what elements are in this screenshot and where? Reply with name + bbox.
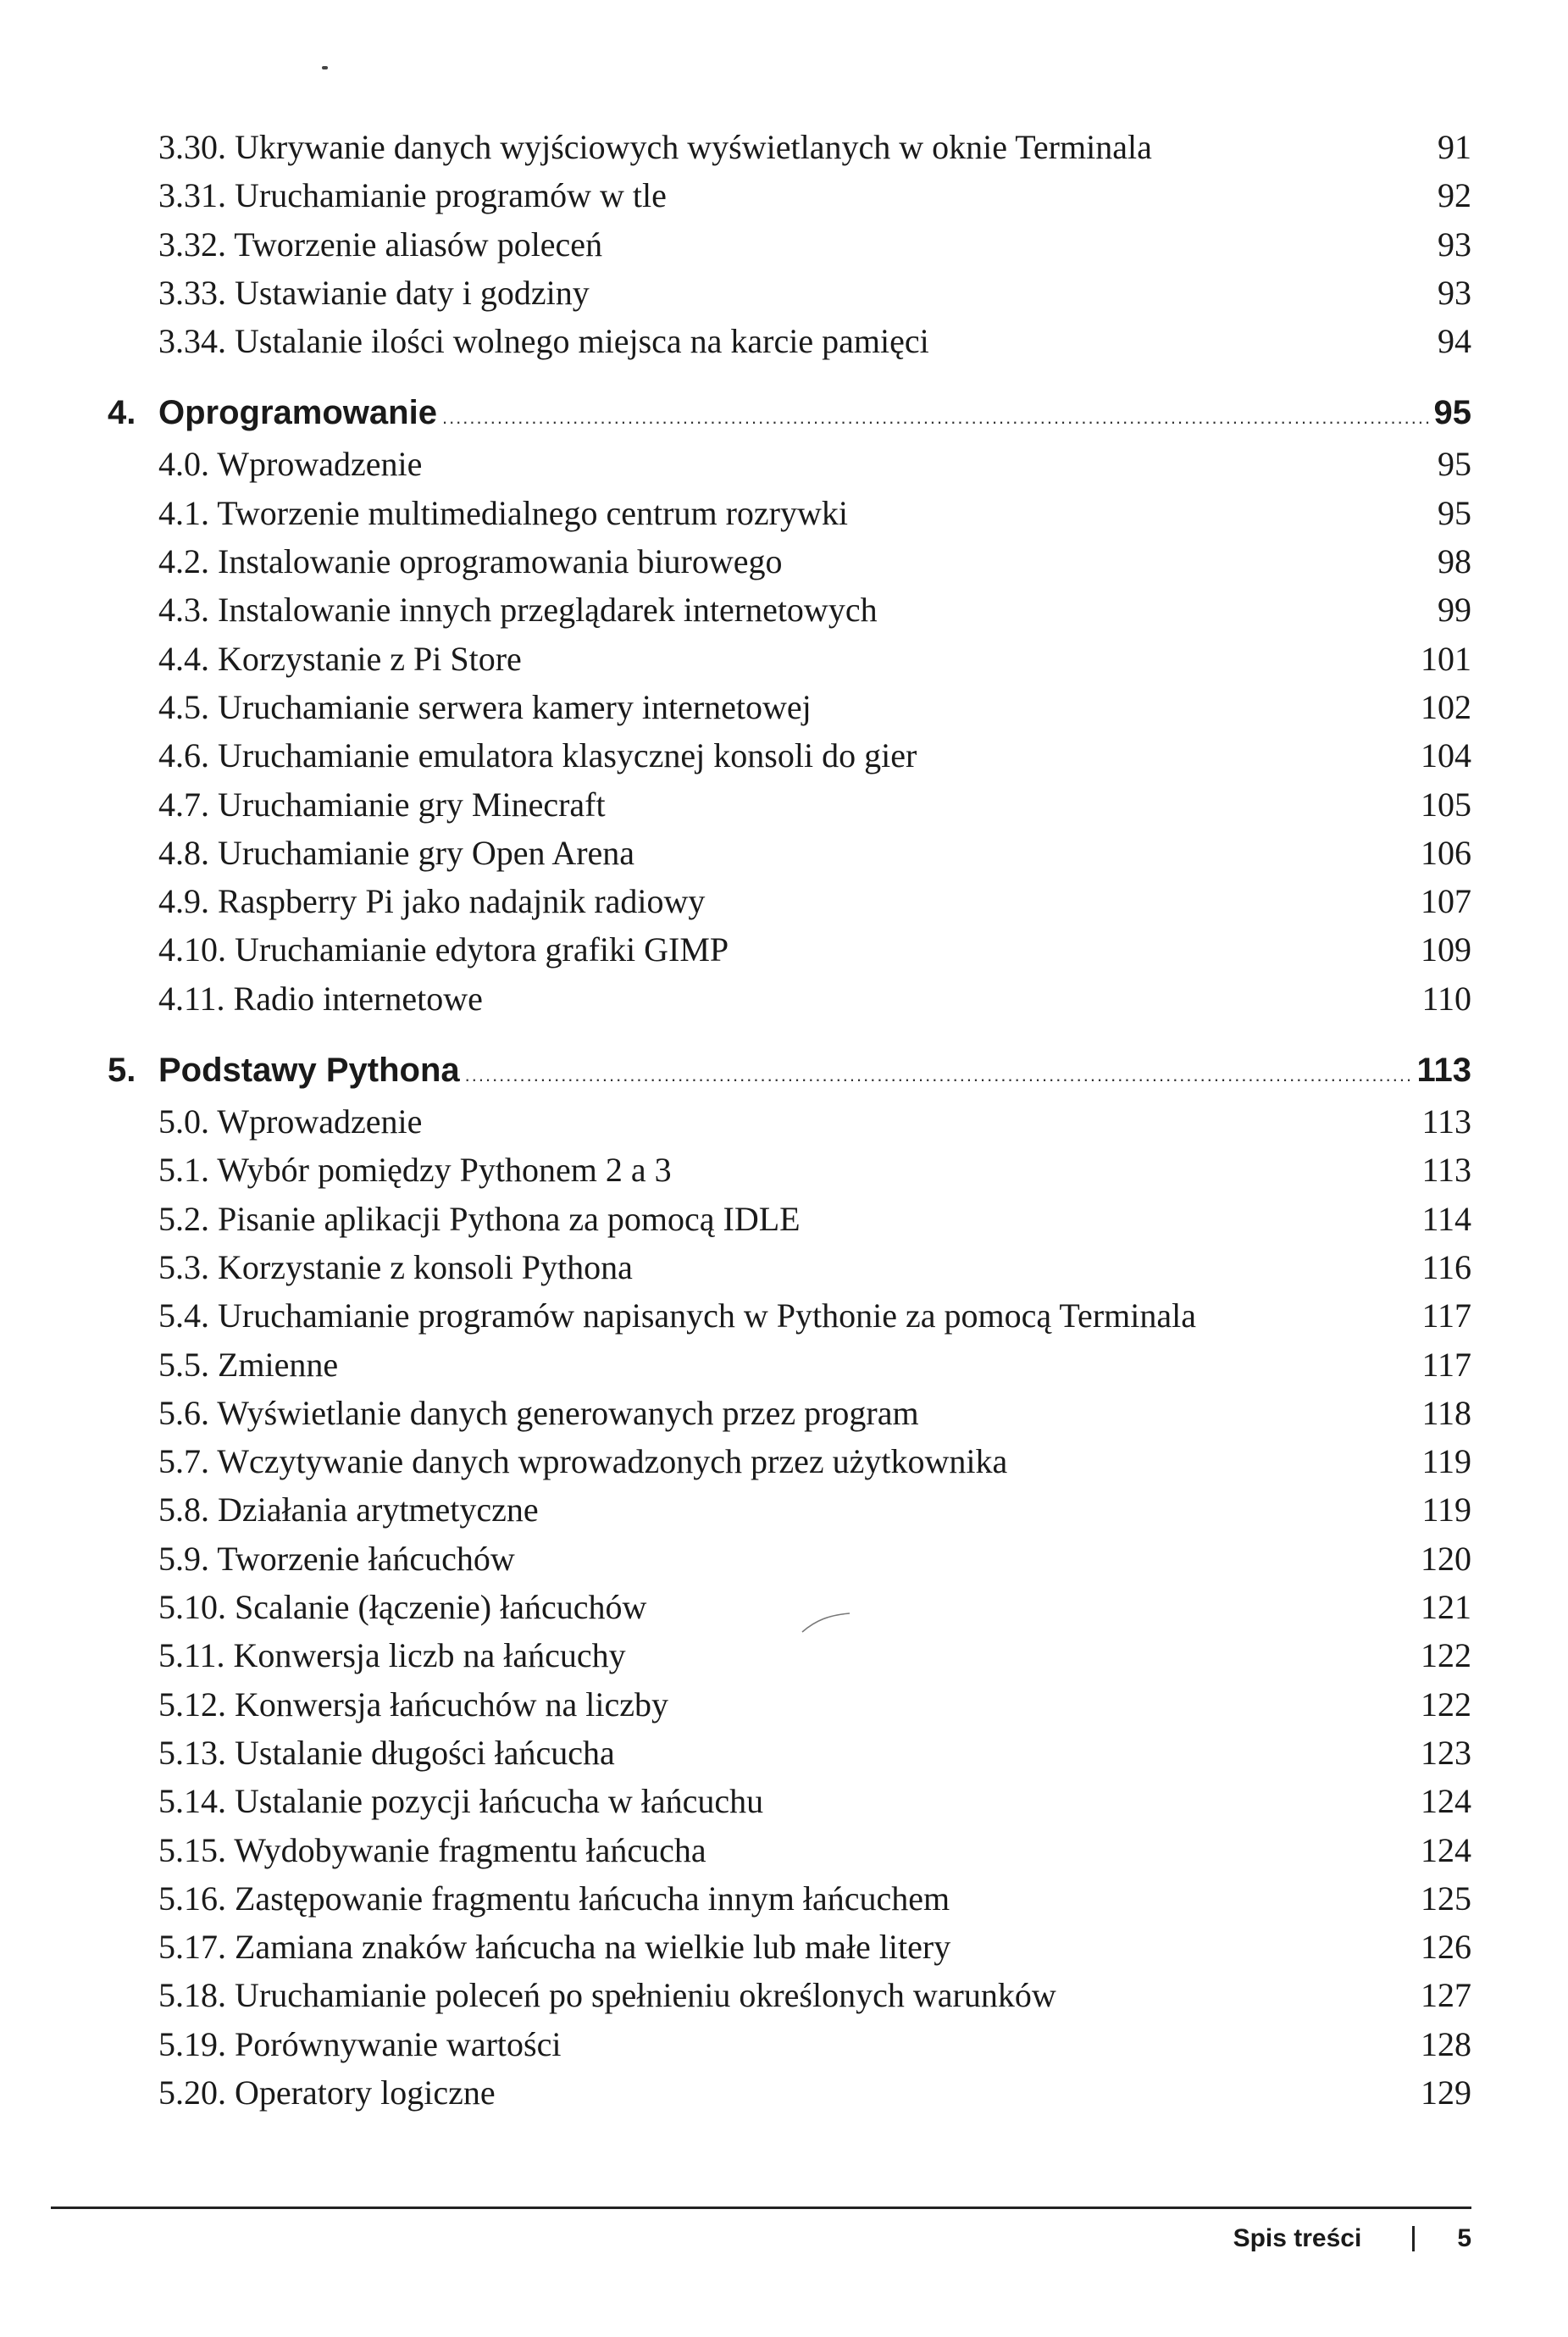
toc-entry-title: 4.2. Instalowanie oprogramowania biurowego — [158, 542, 783, 581]
toc-entry[interactable] — [108, 537, 1471, 586]
chapter-title: Podstawy Pythona — [158, 1052, 460, 1090]
toc-entry-page: 123 — [1421, 1733, 1471, 1772]
chapter-page: 95 — [1433, 394, 1471, 432]
toc-entry-title: 3.30. Ukrywanie danych wyjściowych wyświetlanych w oknie Terminala — [158, 128, 1152, 166]
toc-entry-title: 4.9. Raspberry Pi jako nadajnik radiowy — [158, 882, 706, 921]
chapter-number: 4. — [108, 394, 136, 432]
toc-entry-title: 5.14. Ustalanie pozycji łańcucha w łańcuchu — [158, 1782, 764, 1821]
toc-entry-page: 119 — [1421, 1442, 1471, 1481]
chapter-5-entries — [108, 1097, 1471, 2117]
toc-entry[interactable] — [108, 1535, 1471, 1583]
toc-entry[interactable] — [108, 489, 1471, 537]
chapter-4-entries — [108, 440, 1471, 1023]
toc-entry-title: 5.20. Operatory logiczne — [158, 2073, 496, 2112]
chapter-title: Oprogramowanie — [158, 394, 437, 432]
toc-entry[interactable] — [108, 925, 1471, 974]
toc-entry-page: 122 — [1421, 1636, 1471, 1675]
toc-entry-page: 125 — [1421, 1879, 1471, 1918]
toc-entry[interactable] — [108, 1341, 1471, 1389]
toc-entry-title: 4.11. Radio internetowe — [158, 979, 483, 1018]
pencil-mark — [801, 1610, 851, 1635]
toc-entry[interactable] — [108, 220, 1471, 269]
footer-rule — [51, 2207, 1471, 2209]
toc-entry-page: 91 — [1438, 128, 1471, 166]
table-of-contents — [108, 123, 1471, 2117]
toc-entry-title: 5.3. Korzystanie z konsoli Pythona — [158, 1247, 633, 1286]
toc-entry-page: 118 — [1421, 1393, 1471, 1432]
toc-entry-title: 3.33. Ustawianie daty i godziny — [158, 273, 590, 312]
toc-entry-page: 122 — [1421, 1685, 1471, 1724]
toc-entry[interactable] — [108, 1437, 1471, 1485]
toc-entry[interactable] — [108, 1291, 1471, 1340]
toc-entry-page: 92 — [1438, 176, 1471, 215]
toc-entry[interactable] — [108, 829, 1471, 877]
toc-entry-title: 5.5. Zmienne — [158, 1345, 339, 1384]
toc-entry-page: 127 — [1421, 1976, 1471, 2015]
chapter-heading-4[interactable] — [108, 386, 1471, 440]
toc-entry-page: 124 — [1421, 1782, 1471, 1821]
toc-entry-title: 5.19. Porównywanie wartości — [158, 2024, 562, 2063]
toc-entry[interactable] — [108, 440, 1471, 488]
toc-entry-title: 5.8. Działania arytmetyczne — [158, 1490, 539, 1529]
toc-entry[interactable] — [108, 1826, 1471, 1874]
toc-entry[interactable] — [108, 635, 1471, 683]
toc-entry-title: 4.0. Wprowadzenie — [158, 445, 423, 484]
toc-entry[interactable] — [108, 1777, 1471, 1825]
toc-entry[interactable] — [108, 1971, 1471, 2019]
toc-entry[interactable] — [108, 269, 1471, 317]
toc-entry-title: 3.34. Ustalanie ilości wolnego miejsca na karcie pamięci — [158, 322, 929, 361]
chapter-page: 113 — [1416, 1052, 1471, 1090]
toc-entry-title: 4.1. Tworzenie multimedialnego centrum rozrywki — [158, 493, 849, 532]
toc-entry[interactable] — [108, 780, 1471, 829]
toc-entry-page: 94 — [1438, 322, 1471, 361]
toc-entry-page: 101 — [1421, 639, 1471, 678]
toc-entry-title: 5.9. Tworzenie łańcuchów — [158, 1539, 515, 1578]
toc-entry[interactable] — [108, 1485, 1471, 1534]
chapter-number: 5. — [108, 1052, 136, 1090]
footer-page-number: 5 — [1457, 2224, 1471, 2252]
toc-entry-page: 95 — [1438, 493, 1471, 532]
toc-entry-page: 99 — [1438, 591, 1471, 630]
toc-entry-page: 106 — [1421, 833, 1471, 872]
toc-entry-title: 4.4. Korzystanie z Pi Store — [158, 639, 522, 678]
toc-entry[interactable] — [108, 1243, 1471, 1291]
toc-entry-page: 110 — [1421, 979, 1471, 1018]
toc-entry-title: 5.1. Wybór pomiędzy Pythonem 2 a 3 — [158, 1151, 672, 1190]
toc-entry-page: 120 — [1421, 1539, 1471, 1578]
toc-entry-page: 117 — [1421, 1296, 1471, 1335]
toc-entry-title: 4.3. Instalowanie innych przeglądarek internetowych — [158, 591, 878, 630]
toc-entry-page: 102 — [1421, 687, 1471, 726]
chapter-3-tail-list — [108, 123, 1471, 365]
chapter-heading-5[interactable] — [108, 1043, 1471, 1097]
page-footer — [1233, 2222, 1471, 2256]
dot-leader — [465, 1043, 1412, 1102]
toc-entry-title: 5.13. Ustalanie długości łańcucha — [158, 1733, 615, 1772]
toc-entry-page: 128 — [1421, 2024, 1471, 2063]
toc-entry[interactable] — [108, 123, 1471, 171]
toc-entry[interactable] — [108, 2068, 1471, 2117]
toc-entry-page: 113 — [1421, 1151, 1471, 1190]
toc-entry-title: 5.0. Wprowadzenie — [158, 1102, 423, 1141]
toc-entry-title: 5.12. Konwersja łańcuchów na liczby — [158, 1685, 669, 1724]
toc-entry-title: 3.31. Uruchamianie programów w tle — [158, 176, 667, 215]
footer-separator — [1412, 2226, 1415, 2251]
toc-entry-title: 4.5. Uruchamianie serwera kamery internetowej — [158, 687, 812, 726]
toc-entry[interactable] — [108, 1729, 1471, 1777]
toc-entry-title: 4.10. Uruchamianie edytora grafiki GIMP — [158, 930, 729, 969]
toc-entry[interactable] — [108, 877, 1471, 925]
toc-entry-page: 113 — [1421, 1102, 1471, 1141]
toc-entry-page: 93 — [1438, 225, 1471, 264]
toc-entry-title: 5.15. Wydobywanie fragmentu łańcucha — [158, 1830, 706, 1869]
scan-speck — [322, 66, 328, 69]
toc-entry-title: 5.2. Pisanie aplikacji Pythona za pomocą IDLE — [158, 1199, 801, 1238]
toc-entry[interactable] — [108, 1097, 1471, 1146]
toc-entry-title: 5.6. Wyświetlanie danych generowanych przez program — [158, 1393, 919, 1432]
toc-entry-page: 114 — [1421, 1199, 1471, 1238]
toc-entry-page: 95 — [1438, 445, 1471, 484]
toc-entry-title: 3.32. Tworzenie aliasów poleceń — [158, 225, 603, 264]
toc-entry-title: 5.10. Scalanie (łączenie) łańcuchów — [158, 1588, 647, 1627]
toc-entry-title: 4.6. Uruchamianie emulatora klasycznej konsoli do gier — [158, 736, 917, 775]
toc-entry[interactable] — [108, 1146, 1471, 1194]
toc-entry-title: 5.4. Uruchamianie programów napisanych w Pythonie za pomocą Terminala — [158, 1296, 1196, 1335]
toc-entry[interactable] — [108, 171, 1471, 219]
toc-entry[interactable] — [108, 1631, 1471, 1679]
toc-entry-page: 129 — [1421, 2073, 1471, 2112]
toc-entry[interactable] — [108, 731, 1471, 780]
toc-entry-page: 98 — [1438, 542, 1471, 581]
toc-entry-title: 4.8. Uruchamianie gry Open Arena — [158, 833, 635, 872]
toc-entry[interactable] — [108, 1680, 1471, 1729]
toc-entry-page: 124 — [1421, 1830, 1471, 1869]
toc-entry-title: 5.16. Zastępowanie fragmentu łańcucha innym łańcuchem — [158, 1879, 950, 1918]
toc-entry-page: 119 — [1421, 1490, 1471, 1529]
toc-entry-page: 105 — [1421, 785, 1471, 824]
toc-entry[interactable] — [108, 2020, 1471, 2068]
toc-entry[interactable] — [108, 1389, 1471, 1437]
toc-entry-title: 5.7. Wczytywanie danych wprowadzonych przez użytkownika — [158, 1442, 1008, 1481]
footer-section-title: Spis treści — [1233, 2224, 1362, 2252]
toc-entry[interactable] — [108, 317, 1471, 365]
toc-entry-page: 121 — [1421, 1588, 1471, 1627]
toc-entry[interactable] — [108, 1195, 1471, 1243]
toc-entry-page: 104 — [1421, 736, 1471, 775]
toc-entry-title: 5.18. Uruchamianie poleceń po spełnieniu określonych warunków — [158, 1976, 1056, 2015]
toc-entry-page: 116 — [1421, 1247, 1471, 1286]
toc-entry-page: 109 — [1421, 930, 1471, 969]
toc-entry[interactable] — [108, 1923, 1471, 1971]
toc-entry[interactable] — [108, 1874, 1471, 1923]
toc-entry[interactable] — [108, 586, 1471, 634]
dot-leader — [442, 386, 1429, 445]
toc-entry-page: 126 — [1421, 1928, 1471, 1967]
toc-entry-title: 4.7. Uruchamianie gry Minecraft — [158, 785, 606, 824]
toc-entry[interactable] — [108, 683, 1471, 731]
toc-entry-page: 107 — [1421, 882, 1471, 921]
toc-entry[interactable] — [108, 1583, 1471, 1631]
toc-entry-title: 5.17. Zamiana znaków łańcucha na wielkie lub małe litery — [158, 1928, 951, 1967]
toc-entry[interactable] — [108, 974, 1471, 1023]
toc-entry-page: 93 — [1438, 273, 1471, 312]
toc-entry-title: 5.11. Konwersja liczb na łańcuchy — [158, 1636, 626, 1675]
toc-entry-page: 117 — [1421, 1345, 1471, 1384]
